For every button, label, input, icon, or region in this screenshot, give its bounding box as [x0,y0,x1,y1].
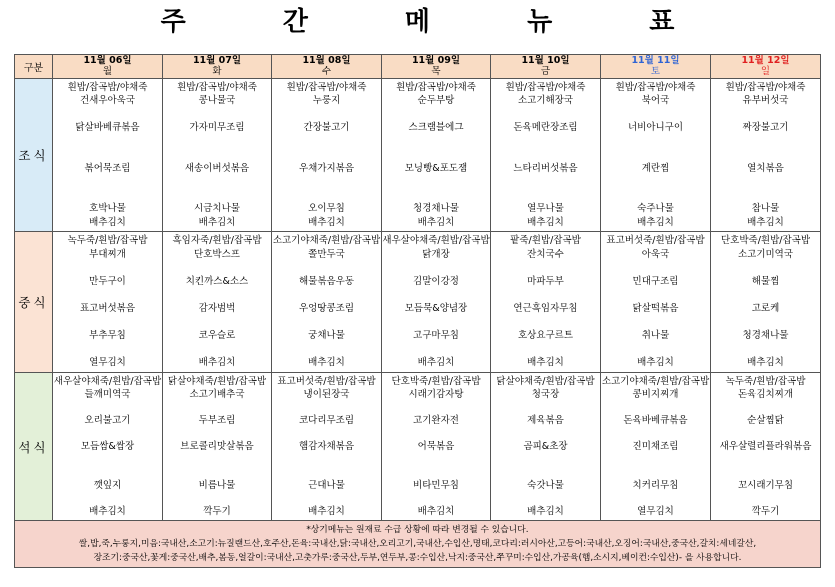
menu-item [491,466,600,479]
menu-item: 우엉땅콩조림 [298,302,355,314]
menu-item: 닭살야채죽/흰밥/잡곡밥 [167,376,267,387]
menu-item: 브로콜리맛살볶음 [180,441,254,452]
menu-item [711,135,820,148]
dinner-label: 석식 [15,373,53,521]
day-date: 11월 06일 [83,55,132,66]
menu-item [491,189,600,202]
menu-item [272,148,381,161]
menu-item: 시래기감자탕 [408,389,464,400]
menu-item [272,175,381,188]
menu-item: 누룽지 [312,95,341,107]
menu-item [272,343,381,357]
menu-item [711,492,820,505]
menu-item [163,189,271,202]
menu-item: 소고기야채죽/흰밥/잡곡밥 [272,235,381,246]
menu-item [163,316,271,330]
menu-item [601,427,710,440]
menu-item [601,135,710,148]
menu-item [163,453,271,466]
breakfast-day-cell [163,79,272,232]
menu-item: 유부버섯국 [742,95,789,107]
breakfast-day-cell [601,79,711,232]
menu-item: 너비아니구이 [627,122,684,134]
lunch-day-cell [711,232,821,373]
menu-item [382,466,490,479]
menu-item: 볶어묵조림 [84,162,131,174]
menu-item [711,401,820,414]
breakfast-label: 조식 [15,79,53,232]
dinner-day-cell [272,373,382,521]
menu-item: 흰밥/잡곡밥/야채죽 [286,82,367,93]
menu-item [491,135,600,148]
menu-item: 배추김치 [747,216,784,228]
menu-item: 돈육김치찌개 [737,389,794,400]
day-weekday: 일 [760,66,771,77]
menu-item [272,261,381,275]
notice-line: *상기메뉴는 원재료 수급 상황에 따라 변경될 수 있습니다. [306,525,529,535]
day-date: 11월 07일 [192,55,242,66]
menu-item: 닭살야채죽/흰밥/잡곡밥 [496,376,595,387]
menu-item [382,492,490,505]
menu-item: 흰밥/잡곡밥/야채죽 [725,82,806,93]
menu-item [491,288,600,302]
menu-item [272,466,381,479]
menu-item [53,401,162,414]
menu-item: 소고기배추국 [189,389,245,400]
menu-item [53,453,162,466]
menu-item [382,189,490,202]
day-weekday: 월 [102,66,113,77]
header-row [15,55,821,79]
menu-item [53,288,162,302]
menu-item [601,189,710,202]
menu-item: 짜장불고기 [742,122,789,134]
menu-item: 녹두죽/흰밥/잡곡밥 [67,235,148,246]
day-date: 11월 08일 [302,55,351,66]
menu-item: 두부조림 [198,415,236,426]
menu-item: 스크램블에그 [408,122,464,134]
menu-item [601,453,710,466]
gubun-header: 구분 [15,55,53,79]
menu-item: 배추김치 [637,357,674,369]
menu-item: 소고기미역국 [737,248,794,260]
menu-item [711,427,820,440]
menu-item: 가자미무조림 [189,122,245,134]
menu-item: 계란찜 [641,162,670,174]
menu-item [163,401,271,414]
breakfast-day-cell [53,79,163,232]
menu-item [491,343,600,357]
menu-item [601,343,710,357]
menu-item [382,108,490,121]
menu-item: 흑임자죽/흰밥/잡곡밥 [172,235,262,246]
dinner-section [15,373,821,521]
menu-item [711,148,820,161]
menu-item: 청국장 [531,389,560,400]
menu-item [163,492,271,505]
weekly-menu-table [14,54,821,568]
menu-item: 새송이버섯볶음 [184,162,250,174]
menu-item: 아욱국 [641,248,670,260]
menu-item [53,135,162,148]
menu-item [272,288,381,302]
menu-item [711,175,820,188]
menu-item [711,466,820,479]
menu-item: 열무김치 [637,506,674,517]
menu-item [382,135,490,148]
menu-item [272,492,381,505]
menu-item: 돈육바베큐볶음 [623,415,688,426]
menu-item [382,316,490,330]
menu-item: 건새우아욱국 [79,95,136,107]
menu-item: 곰피&초장 [523,441,568,452]
menu-item [163,108,271,121]
day-header [272,55,382,79]
menu-item: 배추김치 [417,216,455,228]
menu-item: 부추무침 [89,330,126,342]
menu-item [163,288,271,302]
menu-item: 감자범벅 [198,302,236,314]
day-weekday: 목 [431,66,441,77]
menu-item: 마파두부 [527,275,564,287]
breakfast-day-cell [491,79,601,232]
menu-item [601,108,710,121]
menu-item [163,135,271,148]
menu-item [711,261,820,275]
menu-item: 돈육메란장조림 [513,122,578,134]
dinner-day-cell [163,373,272,521]
menu-item: 궁채나물 [308,330,345,342]
menu-item [711,343,820,357]
menu-item: 표고버섯볶음 [79,302,136,314]
menu-item: 코우슬로 [198,330,236,342]
menu-item: 시금치나물 [194,203,240,215]
menu-item [382,288,490,302]
notice-line: 쌀,밥,죽,누룽지,미음:국내산,소고기:뉴질랜드산,호주산,돈육:국내산,닭:국내산,오리고기,국내산,수입산,명태,코다리:러시아산,고등어:국내산,오징어:국내산,중국산,갈치:세네갈산, [78,539,757,549]
menu-item: 참나물 [751,203,780,215]
menu-item [711,288,820,302]
menu-item [53,189,162,202]
menu-item [272,453,381,466]
menu-item: 닭개장 [422,248,450,260]
menu-item: 배추김치 [527,216,564,228]
menu-item: 호상요구르트 [517,330,574,342]
dinner-day-cell [53,373,163,521]
menu-item: 치킨까스&소스 [185,275,249,287]
breakfast-day-cell [711,79,821,232]
day-header [382,55,491,79]
menu-item [382,261,490,275]
menu-item: 흰밥/잡곡밥/야채죽 [505,82,586,93]
menu-item: 깍두기 [751,506,780,517]
menu-item: 비타민무침 [413,480,459,491]
menu-item [601,175,710,188]
menu-item [163,261,271,275]
menu-item: 새우살야채죽/흰밥/잡곡밥 [382,235,490,246]
menu-item: 깍두기 [203,506,231,517]
menu-item: 제육볶음 [527,415,564,426]
menu-item [53,108,162,121]
menu-item: 배추김치 [747,357,784,369]
menu-item: 녹두죽/흰밥/잡곡밥 [725,376,806,387]
menu-item: 흰밥/잡곡밥/야채죽 [67,82,148,93]
menu-item [711,316,820,330]
menu-item: 근대나물 [308,480,345,491]
breakfast-day-cell [382,79,491,232]
menu-item: 배추김치 [198,216,236,228]
menu-item: 호박나물 [89,203,126,215]
breakfast-section [15,79,821,232]
menu-item [163,343,271,357]
menu-item: 잔치국수 [527,248,564,260]
menu-item: 흰밥/잡곡밥/야채죽 [615,82,696,93]
menu-item: 소고기야채죽/흰밥/잡곡밥 [601,376,710,387]
menu-item: 코다리무조림 [298,415,355,426]
menu-item [382,427,490,440]
menu-item [272,401,381,414]
menu-item: 흰밥/잡곡밥/야채죽 [396,82,476,93]
menu-item: 모듬묵&양념장 [404,302,468,314]
day-weekday: 금 [540,66,551,77]
menu-item: 들깨미역국 [84,389,131,400]
menu-item: 흰밥/잡곡밥/야채죽 [177,82,257,93]
menu-item: 고기완자전 [413,415,459,426]
day-date: 11월 09일 [411,55,461,66]
menu-item: 배추김치 [417,506,455,517]
menu-item: 닭살바베큐볶음 [75,122,140,134]
page-title: 주 간 메 뉴 표 [160,7,719,37]
menu-item [491,108,600,121]
menu-item: 배추김치 [527,357,564,369]
menu-item: 표고버섯죽/흰밥/잡곡밥 [606,235,705,246]
menu-item [53,466,162,479]
menu-item [53,175,162,188]
menu-item [53,261,162,275]
day-date: 11월 12일 [741,55,790,66]
menu-item [601,401,710,414]
menu-item [491,175,600,188]
menu-item [163,427,271,440]
menu-item: 진미채조림 [632,441,679,452]
menu-item: 부대찌개 [89,248,126,260]
lunch-label: 중식 [15,232,53,373]
dinner-day-cell [601,373,711,521]
menu-item [272,427,381,440]
menu-item [382,148,490,161]
menu-item: 배추김치 [527,506,564,517]
breakfast-day-cell [272,79,382,232]
menu-item: 순살찜닭 [747,415,784,426]
day-header [711,55,821,79]
menu-item [382,401,490,414]
menu-item: 오이무침 [308,203,345,215]
menu-item [53,427,162,440]
menu-item: 청경채나물 [413,203,459,215]
menu-item [163,175,271,188]
menu-item [382,175,490,188]
menu-item: 단호박스프 [194,248,240,260]
menu-item: 열무나물 [527,203,564,215]
menu-item [272,135,381,148]
day-header [491,55,601,79]
lunch-day-cell [163,232,272,373]
menu-item: 표고버섯죽/흰밥/잡곡밥 [277,376,376,387]
day-weekday: 수 [321,66,332,77]
menu-item: 꼬시래기무침 [737,480,794,491]
menu-item: 배추김치 [308,357,345,369]
menu-item [601,148,710,161]
menu-item [601,466,710,479]
menu-item [53,492,162,505]
menu-item: 콩나물국 [198,95,236,107]
lunch-day-cell [601,232,711,373]
menu-item: 모닝빵&포도잼 [404,162,468,174]
menu-item [491,261,600,275]
lunch-section [15,232,821,373]
menu-item: 어묵볶음 [417,441,455,452]
menu-item: 모듬쌈&쌈장 [80,441,135,452]
day-date: 11월 11일 [631,55,680,66]
menu-item: 배추김치 [89,216,126,228]
day-weekday: 토 [650,66,661,77]
notice-row [15,521,821,568]
menu-item: 해물볶음우동 [298,275,355,287]
menu-item [272,189,381,202]
menu-item: 우채가지볶음 [298,162,355,174]
menu-item [711,453,820,466]
menu-item: 새우살야채죽/흰밥/잡곡밥 [53,376,162,387]
menu-item: 쫄만두국 [308,248,345,260]
menu-item: 배추김치 [308,216,345,228]
menu-item: 열무김치 [89,357,126,369]
menu-item: 냉이된장국 [303,389,350,400]
menu-item: 단호박죽/흰밥/잡곡밥 [391,376,481,387]
menu-item: 배추김치 [198,357,236,369]
menu-item: 배추김치 [89,506,126,517]
menu-item: 느타리버섯볶음 [513,162,578,174]
dinner-day-cell [491,373,601,521]
day-header [53,55,163,79]
menu-item [382,343,490,357]
menu-item [272,108,381,121]
menu-item [163,466,271,479]
menu-item [163,148,271,161]
day-header [163,55,272,79]
menu-item [491,316,600,330]
menu-item: 배추김치 [417,357,455,369]
menu-item [711,189,820,202]
lunch-day-cell [272,232,382,373]
menu-item: 숙갓나물 [527,480,564,491]
menu-item: 소고기해장국 [517,95,574,107]
menu-item [53,343,162,357]
menu-item [272,316,381,330]
menu-item: 배추김치 [308,506,345,517]
dinner-day-cell [711,373,821,521]
menu-item: 해물찜 [751,275,780,287]
menu-item [601,288,710,302]
menu-item: 깻잎지 [93,480,122,491]
menu-item [382,453,490,466]
menu-item [491,401,600,414]
menu-item: 단호박죽/흰밥/잡곡밥 [721,235,810,246]
menu-item: 배추김치 [637,216,674,228]
menu-item: 햄감자채볶음 [298,441,355,452]
notice-line: 장조기:중국산,꽃게:중국산,배추,봄동,얼갈이:국내산,고춧가루:중국산,두부,연두부,콩:수입산,낙지:중국산,쭈꾸미:수입산,가공육(햄,소시지,베이컨:수입산)- 을 사용합니다. [93,553,742,563]
menu-item [601,492,710,505]
menu-item: 고구마무침 [413,330,459,342]
menu-item [601,261,710,275]
menu-item: 간장불고기 [303,122,350,134]
day-header [601,55,711,79]
menu-item: 청경채나물 [742,330,789,342]
menu-item: 취나물 [641,330,670,342]
menu-item: 오리불고기 [84,415,131,426]
menu-item [53,316,162,330]
menu-item: 치커리무침 [632,480,679,491]
menu-item: 순두부탕 [417,95,455,107]
menu-item [491,492,600,505]
menu-item: 민대구조림 [632,275,679,287]
menu-item [491,453,600,466]
lunch-day-cell [53,232,163,373]
origin-notice [15,521,821,568]
menu-item: 연근흑임자무침 [513,302,578,314]
menu-item: 고로케 [751,302,780,314]
lunch-day-cell [382,232,491,373]
day-weekday: 화 [212,66,222,77]
menu-item [711,108,820,121]
dinner-day-cell [382,373,491,521]
menu-item: 김말이강정 [413,275,459,287]
menu-item: 북어국 [641,95,670,107]
menu-item: 비름나물 [198,480,236,491]
day-date: 11월 10일 [521,55,570,66]
menu-item [601,316,710,330]
menu-item [53,148,162,161]
menu-item: 팥죽/흰밥/잡곡밥 [510,235,581,246]
menu-item: 새우살렬리플라워볶음 [719,441,812,452]
menu-item: 콩비지찌개 [632,389,679,400]
lunch-day-cell [491,232,601,373]
menu-item [491,148,600,161]
menu-item [491,427,600,440]
menu-item: 만두구이 [89,275,126,287]
menu-item: 닭살떡볶음 [632,302,679,314]
menu-item: 열치볶음 [747,162,784,174]
menu-item: 숙주나물 [637,203,674,215]
